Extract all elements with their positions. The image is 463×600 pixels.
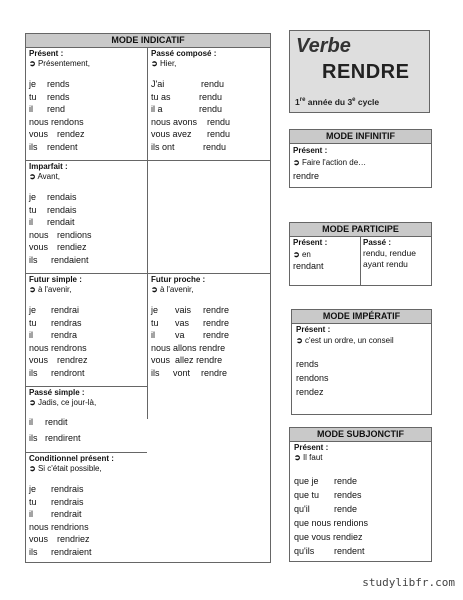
conjugation-row: que vous rendiez xyxy=(294,532,363,542)
infinitif-form: rendre xyxy=(293,171,320,181)
participe-header: MODE PARTICIPE xyxy=(290,223,431,237)
title-box xyxy=(289,30,430,113)
participe-present-form: rendant xyxy=(293,261,324,271)
conjugation-row: nous allons rendre xyxy=(151,342,226,353)
section-label: Passé simple : xyxy=(29,388,85,397)
conjugation-row: ils rendirent xyxy=(29,433,81,443)
conjugation-row: vous rendriez xyxy=(29,534,90,544)
title-level: 1re année du 3e cycle xyxy=(295,97,380,107)
participe-passe-section xyxy=(363,238,431,270)
imperatif-present-section xyxy=(296,325,394,399)
subjonctif-header: MODE SUBJONCTIF xyxy=(290,428,431,442)
infinitif-box xyxy=(289,129,432,188)
arrow-icon: ➲ xyxy=(29,285,36,294)
divider xyxy=(26,160,270,161)
divider xyxy=(26,452,147,453)
conjugation-row: tu vas rendre xyxy=(151,317,230,328)
conjugation-row: que nous rendions xyxy=(294,518,369,528)
divider xyxy=(26,386,147,387)
conjugation-row: il rendra xyxy=(29,330,78,340)
conjugation-row: nous rendrons xyxy=(29,342,87,353)
conjugation-list xyxy=(29,414,145,446)
conjugation-list xyxy=(151,304,269,379)
conjugation-row: tu rends xyxy=(29,91,70,102)
conjugation-row: tu rendrais xyxy=(29,496,84,507)
section-context: ➲ c'est un ordre, un conseil xyxy=(296,336,394,345)
conjugation-row: vous rendiez xyxy=(29,242,87,252)
conjugation-row: ils rendraient xyxy=(29,546,92,557)
participe-present-section xyxy=(293,238,358,271)
indicatif-column-divider xyxy=(147,47,148,419)
conjugation-list xyxy=(296,357,394,399)
section-label: Présent : xyxy=(293,238,328,247)
imparfait-section xyxy=(29,162,145,266)
conditionnel-section xyxy=(29,454,145,558)
conjugation-row: nous rendons xyxy=(29,116,84,127)
conjugation-row: je vais rendre xyxy=(151,305,230,315)
section-context: ➲ Si c'était possible, xyxy=(29,464,102,473)
section-context: ➲ Présentement, xyxy=(29,59,90,68)
section-label: Présent : xyxy=(294,443,329,452)
conjugation-row: que tu rendes xyxy=(294,490,362,500)
arrow-icon: ➲ xyxy=(151,59,158,68)
conjugation-row: vous avez rendu xyxy=(151,129,231,139)
arrow-icon: ➲ xyxy=(294,453,301,462)
conjugation-row: il rendrait xyxy=(29,509,82,519)
imperatif-box xyxy=(291,309,432,415)
list-item: rends xyxy=(296,359,319,369)
conjugation-row: vous rendez xyxy=(29,129,85,139)
list-item: rendons xyxy=(296,373,329,383)
section-label: Futur simple : xyxy=(29,275,82,284)
title-verbe: Verbe xyxy=(296,35,351,57)
conjugation-list xyxy=(151,78,269,153)
section-context: ➲ en xyxy=(293,250,311,259)
conjugation-list xyxy=(29,483,145,558)
section-context: ➲ Jadis, ce jour-là, xyxy=(29,398,97,407)
conjugation-row: je rends xyxy=(29,79,70,89)
conjugation-row: nous rendions xyxy=(29,229,92,240)
conjugation-row: nous avons rendu xyxy=(151,116,231,127)
conjugation-list xyxy=(29,191,145,266)
participe-box xyxy=(289,222,432,286)
conjugation-row: vous rendrez xyxy=(29,355,88,365)
section-label: Passé composé : xyxy=(151,49,217,58)
arrow-icon: ➲ xyxy=(29,59,36,68)
section-context: ➲ à l'avenir, xyxy=(29,285,72,294)
conjugation-row: qu'ils rendent xyxy=(294,546,365,556)
title-verb-name: RENDRE xyxy=(322,61,410,83)
arrow-icon: ➲ xyxy=(29,172,36,181)
conjugation-row: nous rendrions xyxy=(29,521,89,532)
conjugation-row: ils rendaient xyxy=(29,254,89,265)
indicatif-table xyxy=(25,33,271,563)
infinitif-header: MODE INFINITIF xyxy=(290,130,431,144)
conjugation-row: vous allez rendre xyxy=(151,355,223,365)
arrow-icon: ➲ xyxy=(296,336,303,345)
section-context: ➲ Hier, xyxy=(151,59,177,68)
section-label: Futur proche : xyxy=(151,275,206,284)
passe-compose-section xyxy=(151,49,269,153)
section-label: Imparfait : xyxy=(29,162,68,171)
conjugation-row: il rendait xyxy=(29,217,75,227)
conjugation-row: je rendais xyxy=(29,192,77,202)
present-section xyxy=(29,49,145,153)
conjugation-row: qu'il rende xyxy=(294,504,358,514)
conjugation-list xyxy=(29,304,145,379)
subjonctif-present-section xyxy=(294,443,430,558)
arrow-icon: ➲ xyxy=(29,398,36,407)
conjugation-row: tu rendais xyxy=(29,204,77,215)
conjugation-row: ils ont rendu xyxy=(151,141,227,152)
imperatif-header: MODE IMPÉRATIF xyxy=(292,310,431,324)
conjugation-row: tu rendras xyxy=(29,317,82,328)
conjugation-row: ils rendent xyxy=(29,141,78,152)
conjugation-row: ils rendront xyxy=(29,367,85,378)
section-context: ➲ à l'avenir, xyxy=(151,285,194,294)
conjugation-row: il va rendre xyxy=(151,330,230,340)
arrow-icon: ➲ xyxy=(293,250,300,259)
watermark: studylibfr.com xyxy=(362,576,455,589)
conjugation-row: J'ai rendu xyxy=(151,79,225,89)
conjugation-row: que je rende xyxy=(294,476,358,486)
section-context: ➲ Il faut xyxy=(294,453,323,462)
participe-column-divider xyxy=(360,236,361,285)
arrow-icon: ➲ xyxy=(151,285,158,294)
subjonctif-box xyxy=(289,427,432,562)
arrow-icon: ➲ xyxy=(293,158,300,167)
section-label: Conditionnel présent : xyxy=(29,454,114,463)
futur-proche-section xyxy=(151,275,269,379)
infinitif-present-section xyxy=(293,146,366,181)
section-context: ➲ Avant, xyxy=(29,172,61,181)
section-label: Passé : xyxy=(363,238,392,247)
futur-simple-section xyxy=(29,275,145,379)
section-context: ➲ Faire l'action de… xyxy=(293,158,367,167)
list-item: rendez xyxy=(296,387,324,397)
conjugation-list xyxy=(29,78,145,153)
conjugation-row: il rendit xyxy=(29,417,68,427)
section-label: Présent : xyxy=(29,49,64,58)
conjugation-row: je rendrais xyxy=(29,484,84,494)
conjugation-list xyxy=(294,474,430,558)
conjugation-row: il rend xyxy=(29,104,66,114)
divider xyxy=(26,273,270,274)
conjugation-row: ils vont rendre xyxy=(151,367,228,378)
conjugation-row: je rendrai xyxy=(29,305,80,315)
section-label: Présent : xyxy=(293,146,328,155)
conjugation-row: tu as rendu xyxy=(151,91,223,102)
passe-simple-section xyxy=(29,388,145,446)
section-label: Présent : xyxy=(296,325,331,334)
participe-passe-forms: rendu, rendue ayant rendu xyxy=(363,248,416,269)
arrow-icon: ➲ xyxy=(29,464,36,473)
conjugation-row: il a rendu xyxy=(151,104,223,114)
indicatif-header: MODE INDICATIF xyxy=(26,34,270,48)
